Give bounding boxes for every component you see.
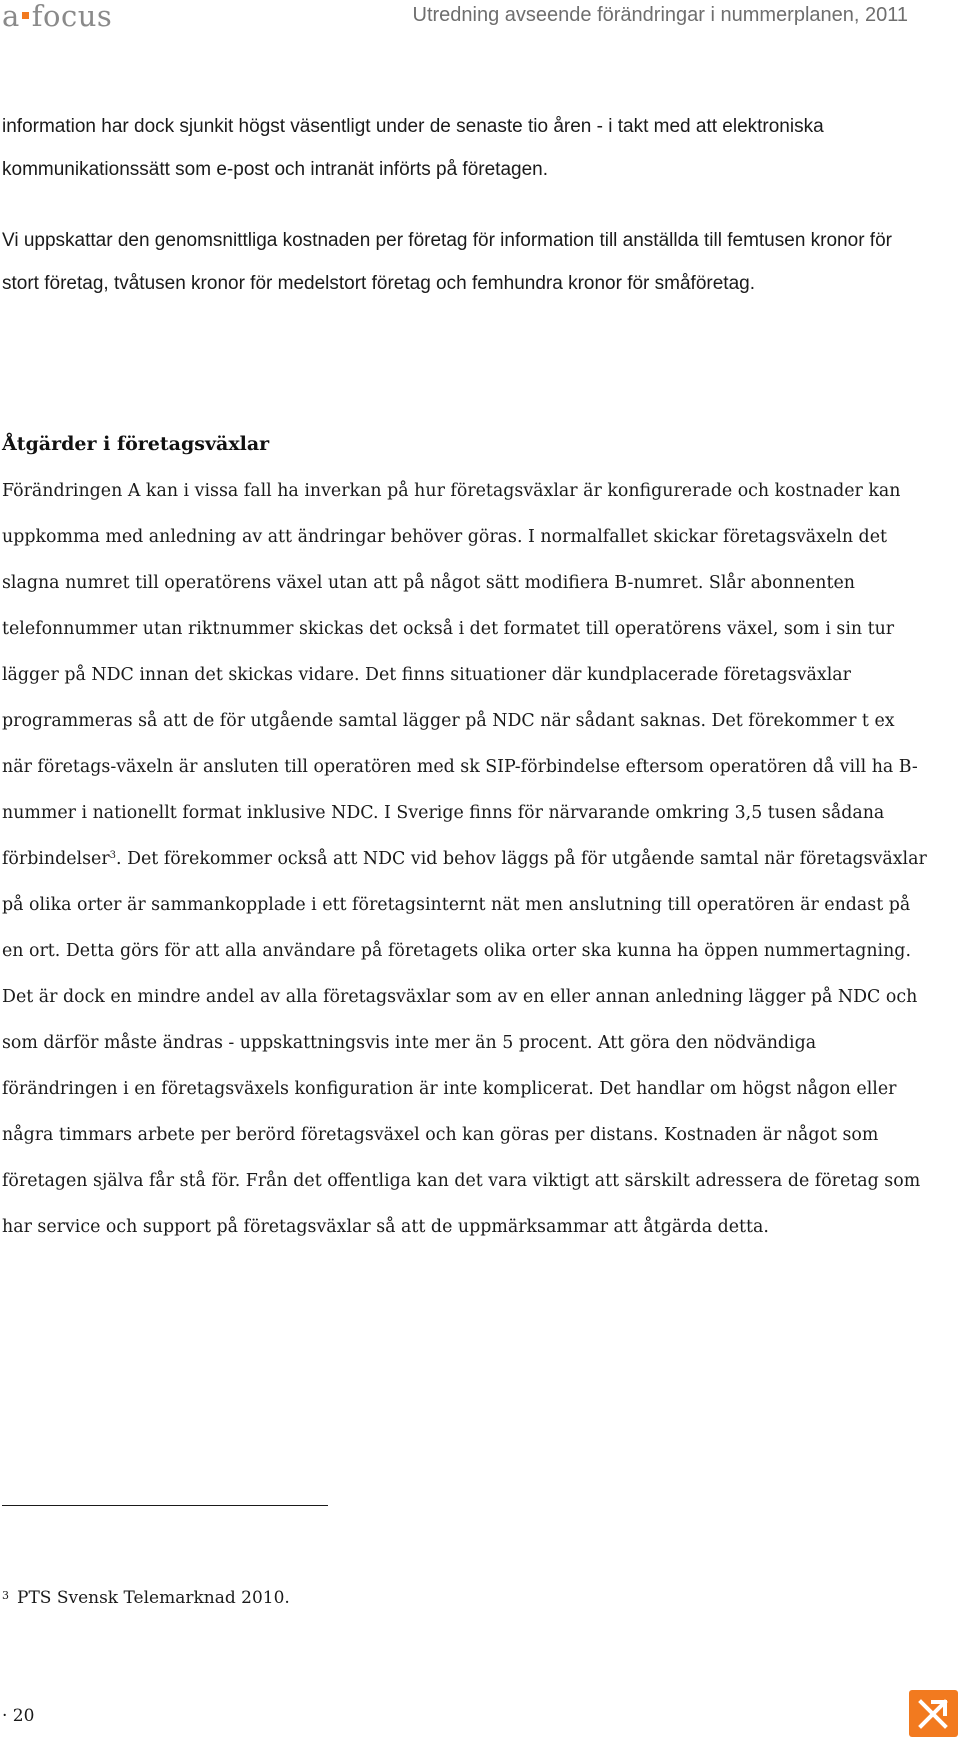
report-title: Utredning avseende förändringar i nummerplanen, 2011 bbox=[412, 4, 908, 26]
footnote-reference[interactable]: 3 bbox=[109, 850, 117, 861]
afocus-logo bbox=[2, 0, 112, 34]
logo-dot-icon bbox=[22, 12, 29, 19]
footnote-text: PTS Svensk Telemarknad 2010. bbox=[17, 1588, 290, 1608]
page-number: · 20 bbox=[2, 1706, 35, 1726]
paragraph-company-switches bbox=[2, 468, 927, 1250]
section-heading: Åtgärder i företagsväxlar bbox=[2, 433, 270, 455]
brand-arrow-icon bbox=[909, 1690, 958, 1737]
paragraph-cost-estimate: Vi uppskattar den genomsnittliga kostnaden per företag för information till anställda till femtusen kronor för stort företag, tvåtusen kronor för medelstort företag och femhundra kronor för småföretag. bbox=[2, 230, 892, 294]
page-header bbox=[0, 0, 960, 40]
footnote-mark: 3 bbox=[2, 1589, 9, 1602]
logo-text-a: a bbox=[2, 0, 20, 33]
footnote-divider bbox=[2, 1505, 328, 1506]
paragraph-information: information har dock sjunkit högst väsentligt under de senaste tio åren - i takt med att elektroniska kommunikationssätt som e-post och intranät införts på företagen. bbox=[2, 116, 824, 180]
body-text-part2: . Det förekommer också att NDC vid behov läggs på för utgående samtal när företagsväxlar på olika orter är sammankopplade i ett företagsinternt nät men anslutning till operatören är endast på en ort. Detta görs för att alla användare på företagets olika orter ska kunna ha öppen nummertagning. Det är dock en mindre andel av alla företagsväxlar som av en eller annan anledning lägger på NDC och som därför måste ändras - uppskattningsvis inte mer än 5 procent. Att göra den nödvändiga förändringen i en företagsväxels konfiguration är inte komplicerat. Det handlar om högst någon eller några timmars arbete per berörd företagsväxel och kan göras per distans. Kostnaden är något som företagen själva får stå för. Från det offentliga kan det vara viktigt att särskilt adressera de företag som har service och support på företagsväxlar så att de uppmärksammar att åtgärda detta. bbox=[2, 849, 927, 1237]
footnote bbox=[2, 1584, 290, 1610]
logo-text-focus: focus bbox=[31, 0, 113, 33]
body-text-part1: Förändringen A kan i vissa fall ha inverkan på hur företagsväxlar är konfigurerade och kostnader kan uppkomma med anledning av att ändringar behöver göras. I normalfallet skickar företagsväxeln det slagna numret till operatörens växel utan att på något sätt modifiera B-numret. Slår abonnenten telefonnummer utan riktnummer skickas det också i det formatet till operatörens växel, som i sin tur lägger på NDC innan det skickas vidare. Det finns situationer där kundplacerade företagsväxlar programmeras så att de för utgående samtal lägger på NDC när sådant saknas. Det förekommer t ex när företags-växeln är ansluten till operatören med sk SIP-förbindelse eftersom operatören då vill ha B-nummer i nationellt format inklusive NDC. I Sverige finns för närvarande omkring 3,5 tusen sådana förbindelser bbox=[2, 481, 918, 869]
